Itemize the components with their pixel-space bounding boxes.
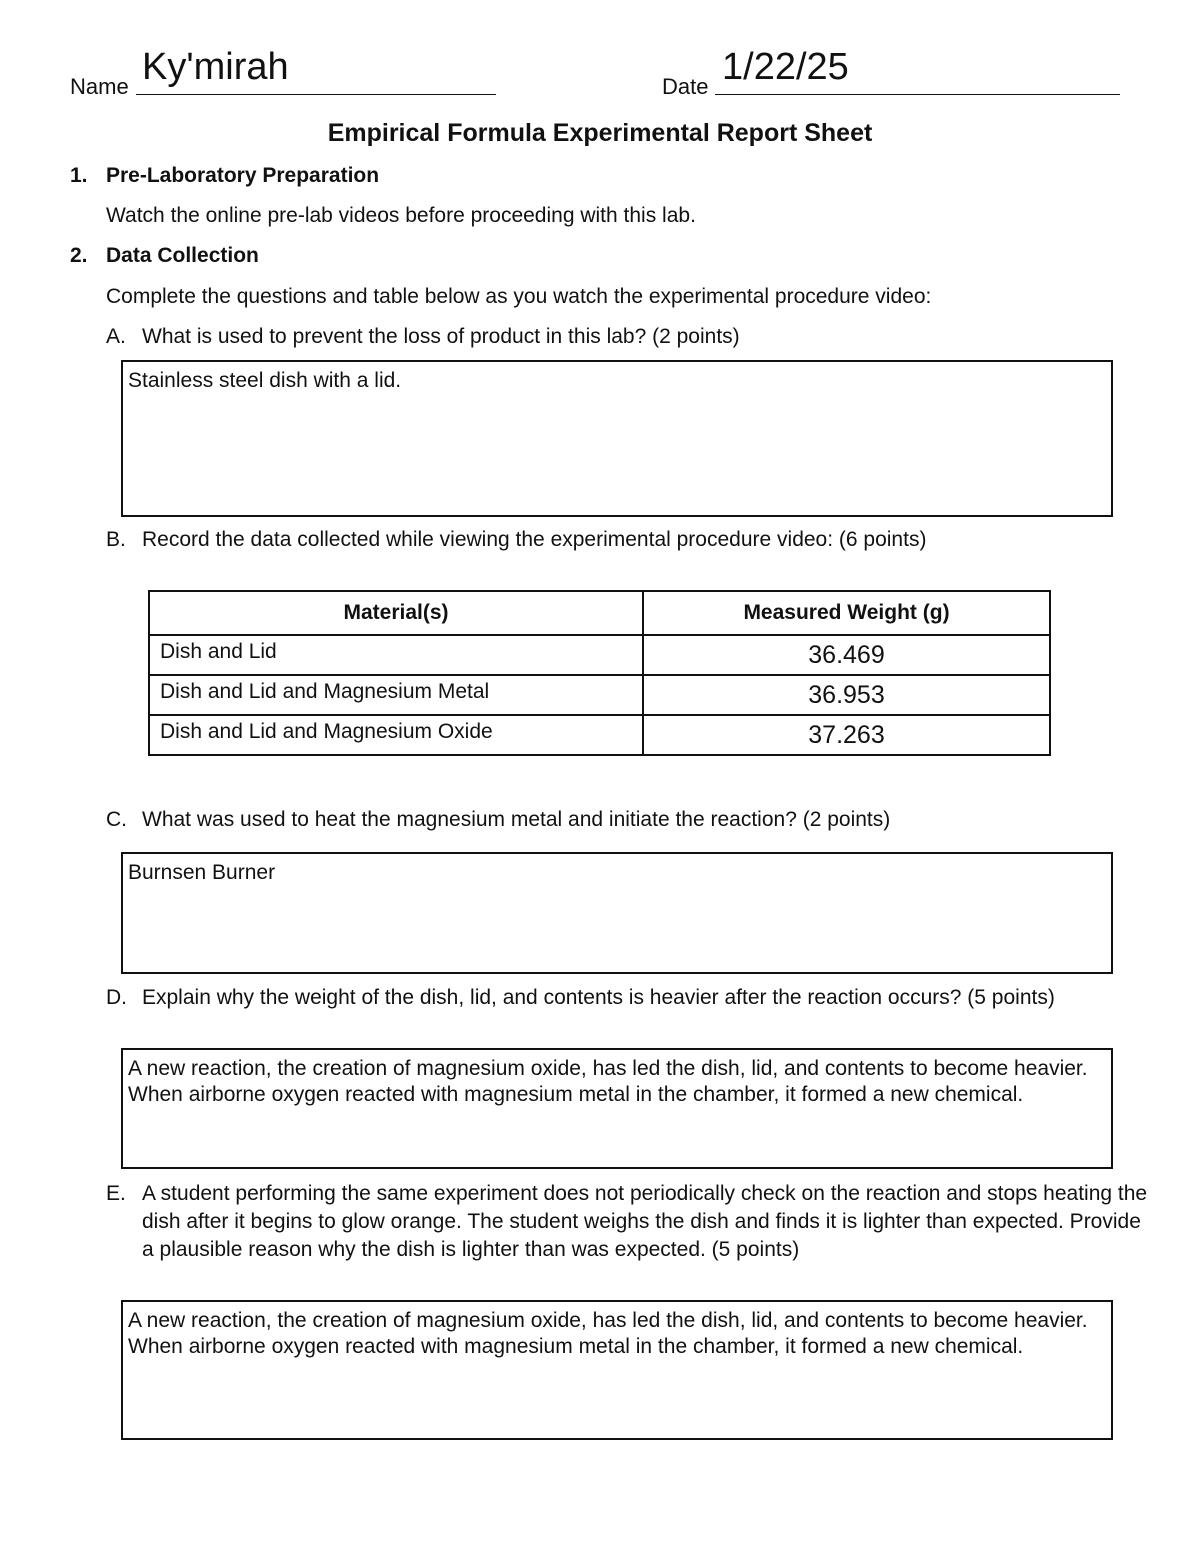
question-d-text: Explain why the weight of the dish, lid, and contents is heavier after the reaction occurs? (5 points) [142,986,1055,1009]
date-label: Date [662,74,709,99]
name-label: Name [70,74,129,99]
answer-d-box[interactable] [121,1048,1113,1169]
header-material: Material(s) [149,591,643,635]
answer-d-text: A new reaction, the creation of magnesium oxide, has led the dish, lid, and contents to become heavier. When airborne oxygen reacted with magnesium metal in the chamber, it formed a new chemical. [128,1057,1088,1106]
table-row [149,715,1050,755]
question-a [106,323,1152,351]
question-b-text: Record the data collected while viewing the experimental procedure video: (6 points) [142,528,927,551]
answer-a-text: Stainless steel dish with a lid. [128,369,402,392]
date-field[interactable]: 1/22/25 [722,46,849,88]
name-field[interactable]: Ky'mirah [142,46,289,88]
section-1-number: 1. [70,164,88,187]
answer-c-box[interactable] [121,852,1113,974]
question-a-letter: A. [106,325,126,348]
section-2-heading [70,244,259,268]
material-cell: Dish and Lid and Magnesium Metal [149,675,643,715]
section-2-intro: Complete the questions and table below as you watch the experimental procedure video: [106,285,932,308]
weight-cell[interactable]: 36.953 [643,675,1050,715]
question-c [106,806,1152,834]
section-1-heading [70,164,379,188]
question-d-letter: D. [106,986,127,1009]
answer-c-text: Burnsen Burner [128,861,276,884]
section-1-title: Pre-Laboratory Preparation [106,164,380,187]
question-a-text: What is used to prevent the loss of product in this lab? (2 points) [142,325,740,348]
question-e [106,1180,1152,1264]
section-2-title: Data Collection [106,244,259,267]
section-1-text: Watch the online pre-lab videos before proceeding with this lab. [106,204,696,227]
question-e-text: A student performing the same experiment does not periodically check on the reaction and stops heating the dish after it begins to glow orange. The student weighs the dish and finds it is lighter than expected. Provide a plausible reason why the dish is lighter than was expected. (5 points) [142,1182,1148,1261]
answer-e-box[interactable] [121,1300,1113,1440]
question-b-letter: B. [106,528,126,551]
table-row [149,635,1050,675]
data-table [148,590,1051,756]
material-cell: Dish and Lid and Magnesium Oxide [149,715,643,755]
answer-e-text: A new reaction, the creation of magnesium oxide, has led the dish, lid, and contents to become heavier. When airborne oxygen reacted with magnesium metal in the chamber, it formed a new chemical. [128,1309,1088,1358]
header-weight: Measured Weight (g) [643,591,1050,635]
page-title: Empirical Formula Experimental Report Sheet [327,119,873,147]
table-header-row [149,591,1050,635]
question-b [106,526,1152,554]
question-d [106,984,1120,1012]
name-underline [136,94,496,95]
question-c-text: What was used to heat the magnesium metal and initiate the reaction? (2 points) [142,808,891,831]
question-e-letter: E. [106,1182,126,1205]
question-c-letter: C. [106,808,127,831]
answer-a-box[interactable] [121,360,1113,517]
section-2-number: 2. [70,244,88,267]
date-underline [715,94,1120,95]
table-row [149,675,1050,715]
weight-cell[interactable]: 37.263 [643,715,1050,755]
weight-cell[interactable]: 36.469 [643,635,1050,675]
material-cell: Dish and Lid [149,635,643,675]
